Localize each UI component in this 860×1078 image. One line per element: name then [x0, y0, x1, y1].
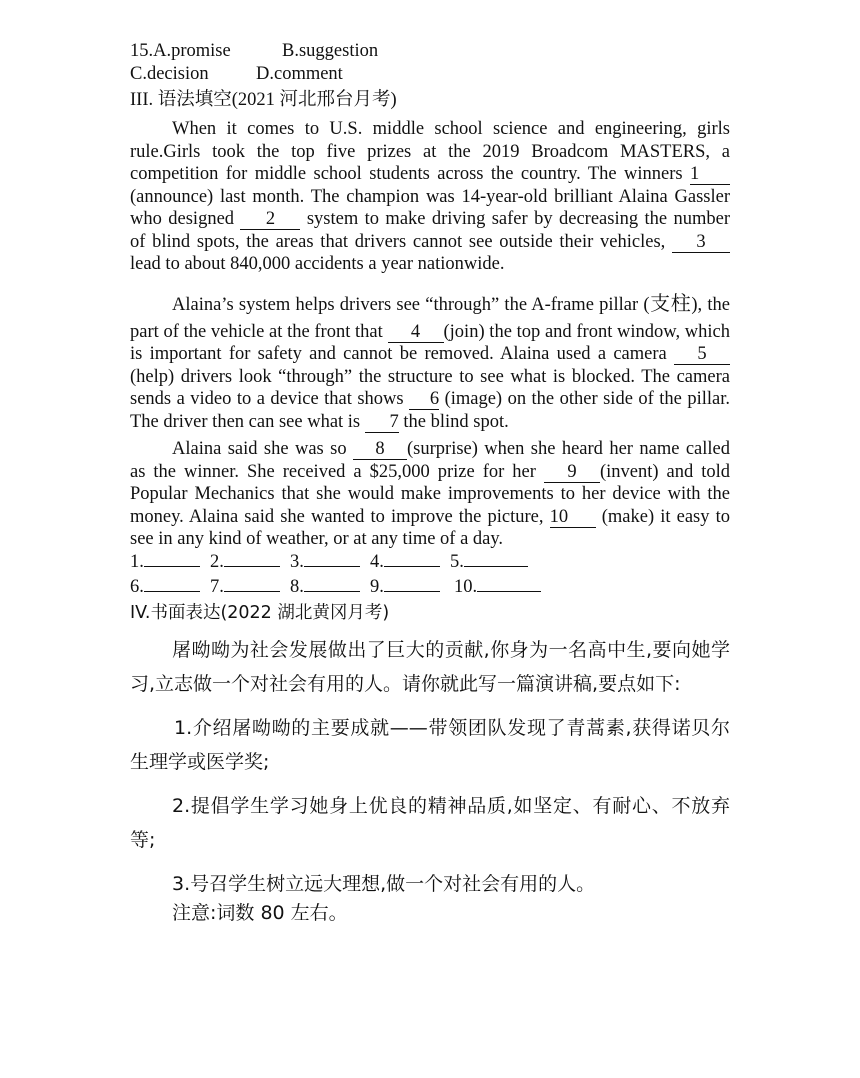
answer-row-1 [130, 551, 730, 574]
blank-6: 6 [409, 390, 439, 410]
answer-row-2 [130, 576, 730, 599]
passage-text: the blind spot. [398, 411, 509, 432]
answer-label: 8. [290, 576, 304, 597]
passage-text: (surprise) when she heard her name called as the winner. She received a $25,000 prize for her [130, 439, 730, 482]
q15-option-a: 15.A.promise [130, 41, 231, 61]
answer-label: 3. [290, 551, 304, 572]
answer-label: 1. [130, 551, 144, 572]
answer-line[interactable] [304, 591, 360, 592]
passage-text: (join) the top and front window, which is important for safety and cannot be removed. Alaina used a camera [130, 321, 730, 364]
answer-slot-4[interactable] [370, 551, 450, 574]
passage-text: lead to about 840,000 accidents a year nationwide. [130, 254, 505, 274]
section-3-heading: III. 语法填空(2021 河北邢台月考) [130, 90, 397, 110]
answer-label: 5. [450, 551, 464, 572]
answer-slot-10[interactable] [454, 576, 541, 599]
writing-prompt-intro: 屠呦呦为社会发展做出了巨大的贡献,你身为一名高中生,要向她学习,立志做一个对社会有用的人。请你就此写一篇演讲稿,要点如下: [130, 638, 730, 695]
passage-text: (make) it easy to see in any kind of weather, or at any time of a day. [130, 506, 730, 549]
passage-text: (announce) last month. The champion was 14-year-old brilliant Alaina Gassler who designed [130, 186, 730, 229]
answer-line[interactable] [464, 566, 528, 567]
answer-slot-6[interactable] [130, 576, 210, 599]
answer-slot-5[interactable] [450, 551, 528, 574]
answer-slot-7[interactable] [210, 576, 290, 599]
answer-slot-8[interactable] [290, 576, 370, 599]
writing-point-2: 2.提倡学生学习她身上优良的精神品质,如坚定、有耐心、不放弃等; [130, 794, 730, 851]
blank-9: 9 [544, 463, 600, 483]
blank-10: 10 [550, 508, 596, 528]
blank-8: 8 [353, 440, 407, 460]
answer-line[interactable] [144, 566, 200, 567]
answer-line[interactable] [384, 566, 440, 567]
q15-options-row-2 [130, 63, 730, 86]
passage-text: (invent) and told Popular Mechanics that she would make improvements to her device with the money. Alaina said she wanted to improve the picture, [130, 461, 730, 527]
q15-option-b: B.suggestion [282, 41, 379, 61]
answer-slot-2[interactable] [210, 551, 290, 574]
answer-line[interactable] [477, 591, 541, 592]
passage-text: system to make driving safer by decreasing the number of blind spots, the areas that drivers cannot see outside their vehicles, [130, 209, 731, 252]
writing-point-1: 1.介绍屠呦呦的主要成就——带领团队发现了青蒿素,获得诺贝尔生理学或医学奖; [130, 716, 730, 773]
answer-line[interactable] [224, 591, 280, 592]
q15-option-d: D.comment [256, 64, 343, 84]
passage-text: ), the part of the vehicle at the front that [130, 294, 731, 342]
answer-slot-3[interactable] [290, 551, 370, 574]
passage-text: Alaina’s system helps drivers see “through” the A-frame pillar ( [172, 294, 650, 315]
passage-cn-gloss: 支柱 [649, 290, 692, 315]
answer-line[interactable] [144, 591, 200, 592]
blank-3: 3 [672, 233, 730, 253]
section-4-heading [130, 601, 730, 625]
answer-line[interactable] [304, 566, 360, 567]
worksheet-page [130, 40, 730, 925]
blank-7: 7 [365, 413, 399, 433]
blank-4: 4 [388, 323, 444, 343]
q15-options-row-1 [130, 40, 730, 63]
blank-1: 1 [690, 165, 730, 185]
answer-slot-9[interactable] [370, 576, 454, 599]
answer-label: 6. [130, 576, 144, 597]
passage-text: (image) on the other side of the pillar. The driver then can see what is [130, 389, 730, 432]
passage-paragraph-1 [130, 118, 730, 276]
passage-text: Alaina said she was so [172, 439, 354, 459]
blank-2: 2 [240, 210, 300, 230]
writing-note: 注意:词数 80 左右。 [172, 901, 348, 924]
blank-5: 5 [674, 345, 730, 365]
answer-label: 2. [210, 551, 224, 572]
answer-line[interactable] [224, 566, 280, 567]
writing-point-3: 3.号召学生树立远大理想,做一个对社会有用的人。 [172, 872, 596, 895]
answer-slot-1[interactable] [130, 551, 210, 574]
answer-label: 9. [370, 576, 384, 597]
passage-paragraph-3 [130, 438, 730, 551]
answer-label: 7. [210, 576, 224, 597]
answer-label: 10. [454, 576, 478, 597]
passage-text: (help) drivers look “through” the structure to see what is blocked. The camera sends a video to a device that shows [130, 366, 730, 409]
passage-paragraph-2 [130, 285, 730, 434]
q15-option-c: C.decision [130, 64, 209, 84]
answer-label: 4. [370, 551, 384, 572]
section-4-title: IV.书面表达(2022 湖北黄冈月考) [130, 602, 390, 623]
answer-line[interactable] [384, 591, 440, 592]
passage-text: When it comes to U.S. middle school science and engineering, girls rule.Girls took the top five prizes at the 2019 Broadcom MASTERS, a competition for middle school students across the country. The winners [130, 119, 730, 184]
